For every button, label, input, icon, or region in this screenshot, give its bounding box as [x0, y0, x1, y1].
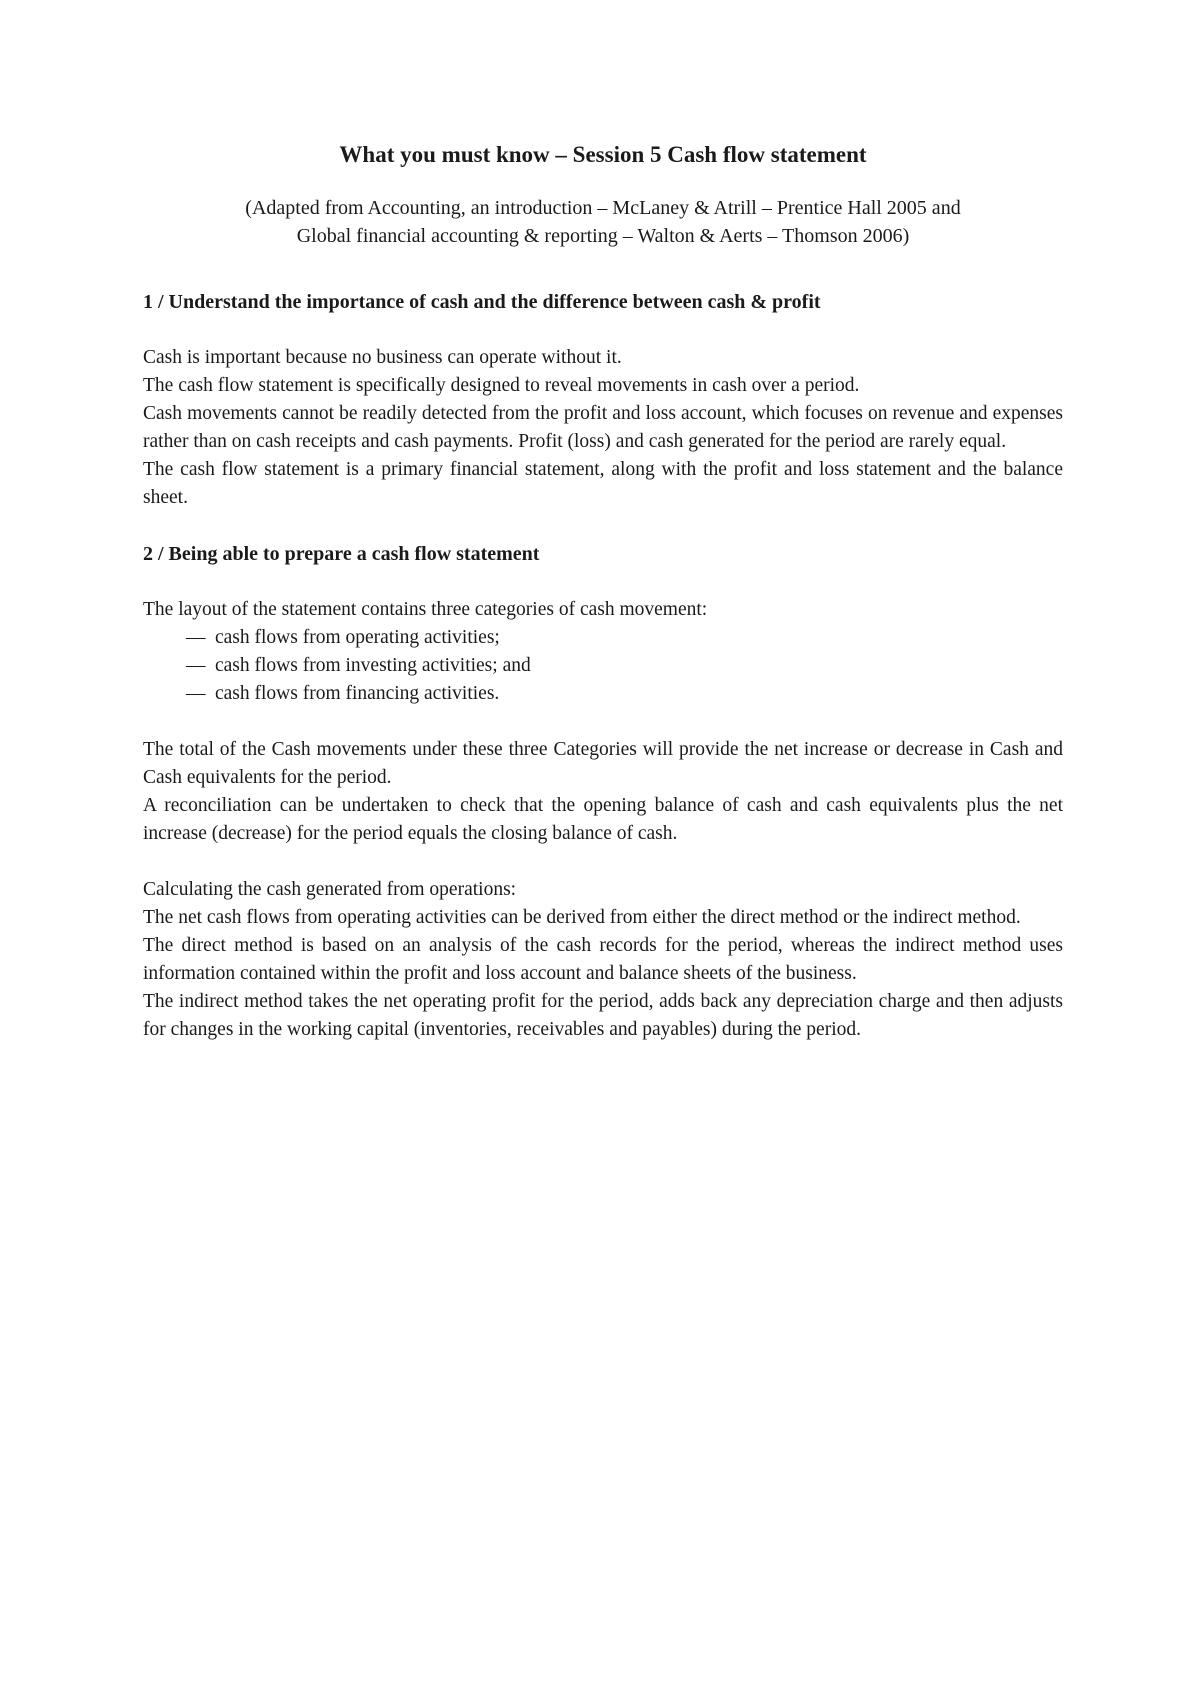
section-2-operations [143, 876, 1063, 1044]
section-2-heading: 2 / Being able to prepare a cash flow statement [143, 543, 540, 565]
section-1-body [143, 344, 1063, 512]
section-2-paragraph: The total of the Cash movements under these three Categories will provide the net increase or decrease in Cash and Cash equivalents for the period. [143, 739, 1063, 788]
list-item [186, 680, 1063, 708]
section-2-reconciliation [143, 736, 1063, 848]
list-item-text: cash flows from financing activities. [215, 683, 500, 704]
section-2-paragraph: A reconciliation can be undertaken to check that the opening balance of cash and cash equivalents plus the net increase (decrease) for the period equals the closing balance of cash. [143, 795, 1063, 844]
document-source-note [143, 194, 1063, 250]
document-title: What you must know – Session 5 Cash flow statement [339, 142, 867, 167]
dash-bullet: — [186, 655, 206, 676]
section-1-heading: 1 / Understand the importance of cash and the difference between cash & profit [143, 291, 821, 313]
section-2-paragraph: Calculating the cash generated from operations: [143, 879, 517, 900]
list-item-text: cash flows from operating activities; [215, 627, 500, 648]
section-2-paragraph: The net cash flows from operating activities can be derived from either the direct method or the indirect method. [143, 907, 1021, 928]
document-page [143, 140, 1063, 1072]
section-2-categories [143, 596, 1063, 708]
categories-list [143, 624, 1063, 708]
section-2-paragraph: The indirect method takes the net operating profit for the period, adds back any depreciation charge and then adjusts for changes in the working capital (inventories, receivables and payables) during the period. [143, 991, 1063, 1040]
section-2-paragraph: The direct method is based on an analysis of the cash records for the period, whereas the indirect method uses information contained within the profit and loss account and balance sheets of the business. [143, 935, 1063, 984]
section-1-paragraph: The cash flow statement is a primary financial statement, along with the profit and loss statement and the balance sheet. [143, 459, 1063, 508]
section-1-paragraph: Cash is important because no business can operate without it. [143, 347, 622, 368]
section-1-paragraph: Cash movements cannot be readily detected from the profit and loss account, which focuses on revenue and expenses rather than on cash receipts and cash payments. Profit (loss) and cash generated for the period are rarely equal. [143, 403, 1063, 452]
dash-bullet: — [186, 627, 206, 648]
section-1-paragraph: The cash flow statement is specifically designed to reveal movements in cash over a period. [143, 375, 860, 396]
source-note-line-1: (Adapted from Accounting, an introduction – McLaney & Atrill – Prentice Hall 2005 and [245, 197, 961, 219]
list-item [186, 624, 1063, 652]
categories-intro: The layout of the statement contains three categories of cash movement: [143, 599, 708, 620]
list-item [186, 652, 1063, 680]
list-item-text: cash flows from investing activities; and [215, 655, 531, 676]
dash-bullet: — [186, 683, 206, 704]
source-note-line-2: Global financial accounting & reporting – Walton & Aerts – Thomson 2006) [296, 225, 910, 247]
